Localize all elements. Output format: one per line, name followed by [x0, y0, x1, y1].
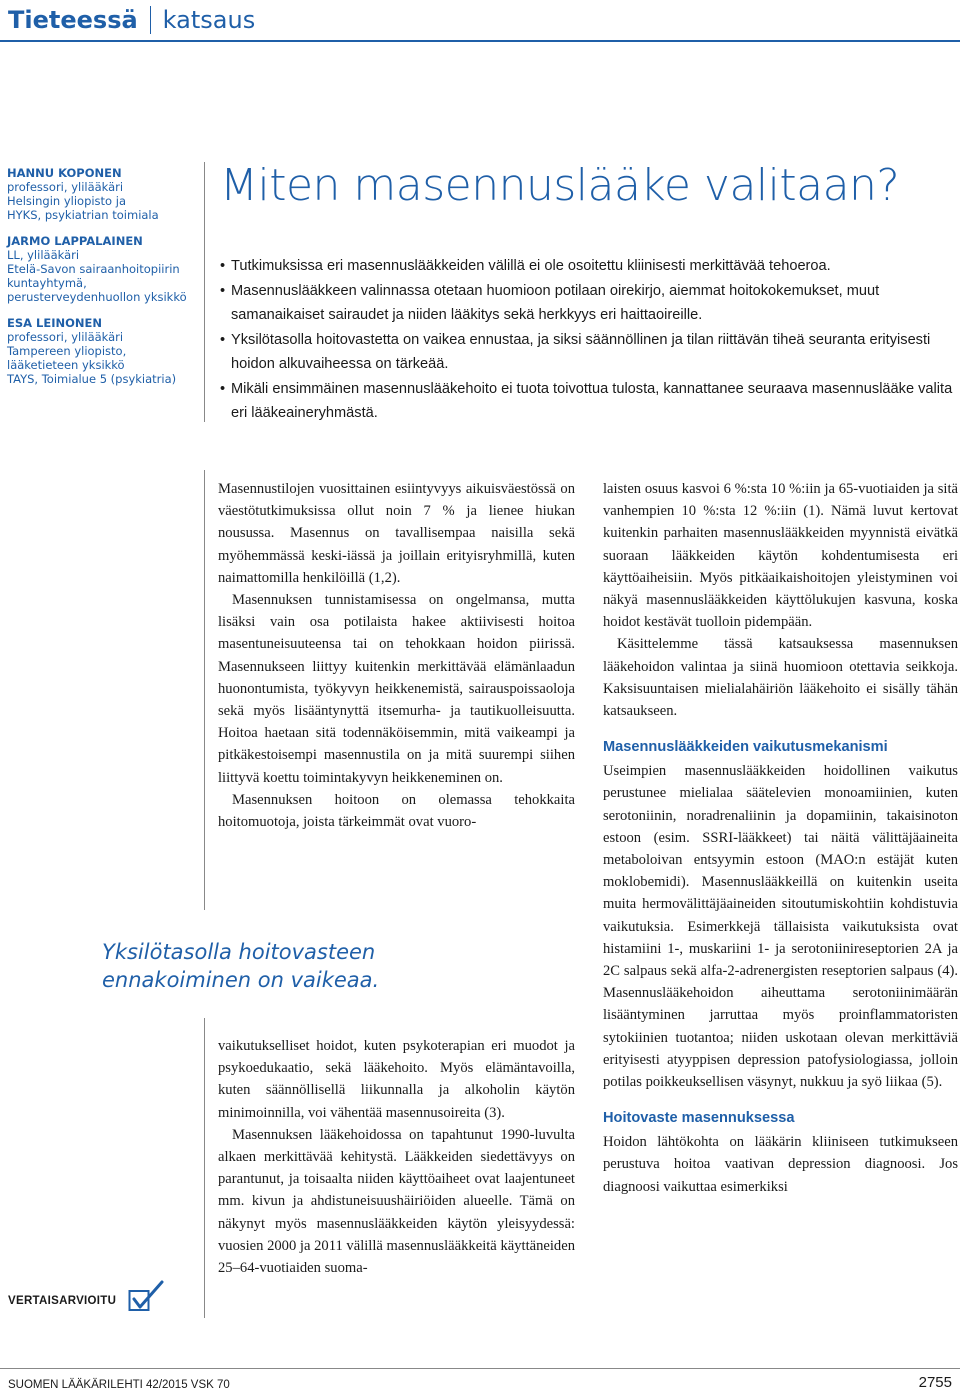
masthead-divider: [150, 6, 151, 34]
author-name: HANNU KOPONEN: [7, 166, 122, 180]
author-affiliation-line: HYKS, psykiatrian toimiala: [7, 208, 159, 222]
body-paragraph: Masennustilojen vuosittainen esiintyvyys aikuisväestössä on väestötutkimuksissa ollut noin 7 % ja lienee hiukan nousussa. Masennus on tavallisempaa naisilla sekä myöhemmässä keski-iässä ja joillain erityisryhmillä, kuten naimattomilla henkilöillä (1,2).: [218, 481, 575, 586]
sidebar-divider-top: [204, 162, 205, 422]
body-paragraph: laisten osuus kasvoi 6 %:sta 10 %:iin ja 65-vuotiaiden ja sitä vanhempien 10 %:sta 12 %:iin (1). Nämä luvut kertovat kuitenkin parhaiten masennuslääkkeiden myynnistä eivätkä suoraan lääkkeiden käytön kohdentumisesta eri käyttöaiheisiin. Myös pitkäaikaishoitojen yleistyminen voi näkyä masennuslääkkeiden käyttölukujen kasvuna, koska hoidot kestävät tuolloin pidempään.: [603, 481, 958, 631]
sidebar-divider-middle: [204, 470, 205, 910]
author-name: ESA LEINONEN: [7, 316, 103, 330]
body-paragraph: Masennuksen lääkehoidossa on tapahtunut 1990-luvulta alkaen merkittävää kehitystä. Lääkkeiden siedettävyys on parantunut, ja toisaalta niiden käyttöaiheet ovat laajentuneet mm. kivun ja ahdistuneisuushäiriöiden alueelle. Tämä on näkynyt myös masennuslääkkeiden käytön yleisyydessä: vuosien 2000 ja 2011 välillä masennuslääkkeitä käyttäneiden 25–64-vuotiaiden suoma-: [218, 1126, 575, 1277]
key-point: • Tutkimuksissa eri masennuslääkkeiden välillä ei ole osoitettu kliinisesti merkittävää tehoeroa.: [220, 254, 958, 279]
author-block: [7, 316, 202, 386]
masthead: [8, 0, 255, 40]
author-affiliation-line: Tampereen yliopisto,: [7, 344, 127, 358]
author-affiliation-line: perusterveydenhuollon yksikkö: [7, 290, 187, 304]
body-paragraph: Hoidon lähtökohta on lääkärin kliiniseen tutkimukseen perustuva hoitoa vaativan depression diagnoosi. Jos diagnoosi vaikuttaa esimerkiksi: [603, 1134, 958, 1195]
author-affiliation-line: kuntayhtymä,: [7, 276, 87, 290]
sidebar-divider-bottom: [204, 1018, 205, 1318]
checkbox-checked-icon: [128, 1280, 168, 1321]
masthead-rule: [0, 40, 960, 42]
section-heading-mechanism: Masennuslääkkeiden vaikutusmekanismi: [603, 739, 888, 756]
body-paragraph: Käsittelemme tässä katsauksessa masennuksen lääkehoidon valintaa ja siinä huomioon otettavia seikkoja. Kaksisuuntaisen mielialahäiriön lääkehoito ei sisälly tähän katsaukseen.: [603, 636, 958, 720]
body-column-1-upper: [218, 478, 575, 833]
key-points-list: [220, 254, 958, 426]
footer-rule: [0, 1368, 960, 1369]
masthead-section: katsaus: [162, 6, 256, 34]
author-affiliation-line: Etelä-Savon sairaanhoitopiirin: [7, 262, 180, 276]
author-affiliation-line: professori, ylilääkäri: [7, 330, 124, 344]
author-block: [7, 234, 202, 304]
key-point: • Masennuslääkkeen valinnassa otetaan huomioon potilaan oirekirjo, aiemmat hoitokokemukset, muut samanaikaiset sairaudet ja niiden lääkitys sekä herkkyys eri haittaoireille.: [220, 279, 958, 328]
body-paragraph: Masennuksen tunnistamisessa on ongelmansa, mutta lisäksi vain osa potilaista hakee aktiivisesti hoitoa masentuneisuuteensa tai on tehokkaan hoidon piirissä. Masennukseen liittyy kuitenkin merkittävää elämänlaadun huonontumista, työkyvyn heikkenemistä, sairauspoissaoloja sekä myös lisääntynyttä itsemurha- ja tautikuolleisuutta. Hoitoa haetaan sitä todennäköisemmin, mitä vaikeampi ja pitkäkestoisempi masennustila on ja mitä suurempi siihen liittyvä koettu toimintakyvyn heikkeneminen on.: [218, 592, 575, 786]
section-heading-response: Hoitovaste masennuksessa: [603, 1110, 795, 1127]
author-affiliation-line: professori, ylilääkäri: [7, 180, 124, 194]
body-paragraph: Masennuksen hoitoon on olemassa tehokkaita hoitomuotoja, joista tärkeimmät ovat vuoro-: [218, 791, 575, 831]
author-affiliation-line: Helsingin yliopisto ja: [7, 194, 126, 208]
author-name: JARMO LAPPALAINEN: [7, 234, 143, 248]
pull-quote: Yksilötasolla hoitovasteen ennakoiminen on vaikeaa.: [102, 940, 380, 992]
footer-page-number: 2755: [918, 1374, 952, 1391]
body-paragraph: vaikutukselliset hoidot, kuten psykoterapian eri muodot ja psykoedukaatio, sekä lääkehoito. Myös elämäntavoilla, kuten säännöllisellä liikunnalla ja alkoholin käytön minimoinnilla, voi vähentää masennusoireita (3).: [218, 1038, 575, 1121]
author-affiliation-line: TAYS, Toimialue 5 (psykiatria): [7, 372, 177, 386]
author-block: [7, 166, 202, 222]
masthead-brand: Tieteessä: [8, 6, 138, 34]
key-point: • Yksilötasolla hoitovastetta on vaikea ennustaa, ja siksi säännöllinen ja tilan riittävän tiheä seuranta erityisesti hoidon alkuvaiheessa on tärkeää.: [220, 328, 958, 377]
peer-review-label: VERTAISARVIOITU: [8, 1294, 117, 1307]
body-column-2: [603, 478, 958, 1198]
author-affiliation-line: lääketieteen yksikkö: [7, 358, 125, 372]
peer-review-badge: [8, 1280, 168, 1321]
key-point: • Mikäli ensimmäinen masennuslääkehoito ei tuota toivottua tulosta, kannattanee seuraava masennuslääke valita eri lääkeaineryhmästä.: [220, 377, 958, 426]
body-column-1-lower: [218, 1035, 575, 1279]
footer-journal: SUOMEN LÄÄKÄRILEHTI 42/2015 VSK 70: [8, 1379, 230, 1391]
article-title: Miten masennuslääke valitaan?: [220, 160, 900, 211]
author-affiliation-line: LL, ylilääkäri: [7, 248, 80, 262]
author-list: [7, 166, 202, 398]
body-paragraph: Useimpien masennuslääkkeiden hoidollinen vaikutus perustunee mielialaa säätelevien monoamiinien, kuten serotoniinin, noradrenaliinin ja dopamiinin, takaisinoton estoon (esim. SSRI-lääkkeet) tai näitä välittäjäaineita metaboloivan entsyymin estoon (MAO:n estäjät kuten moklobemidi). Masennuslääkkeillä on kuitenkin useita muita hermovälittäjäaineiden sitoutumiskohtiin kohdistuvia vaikutuksia. Esimerkkejä tällaisista vaikutuksista ovat histamiini 1-, muskariini 1- ja serotoniinireseptorien 2A ja 2C salpaus sekä alfa-2-adrenergisten reseptorien salpaus (4). Masennuslääkehoidon aiheuttama serotoniinimäärän lisääntyminen jarruttaa myös proinflammatoristen sytokiinien tuotantoa; niiden uskotaan olevan merkittäviä erityisesti atyyppisen depression patofysiologiassa, jolloin potilas poikkeuksellisen väsynyt, nukkuu ja syö liikaa (5).: [603, 763, 958, 1091]
